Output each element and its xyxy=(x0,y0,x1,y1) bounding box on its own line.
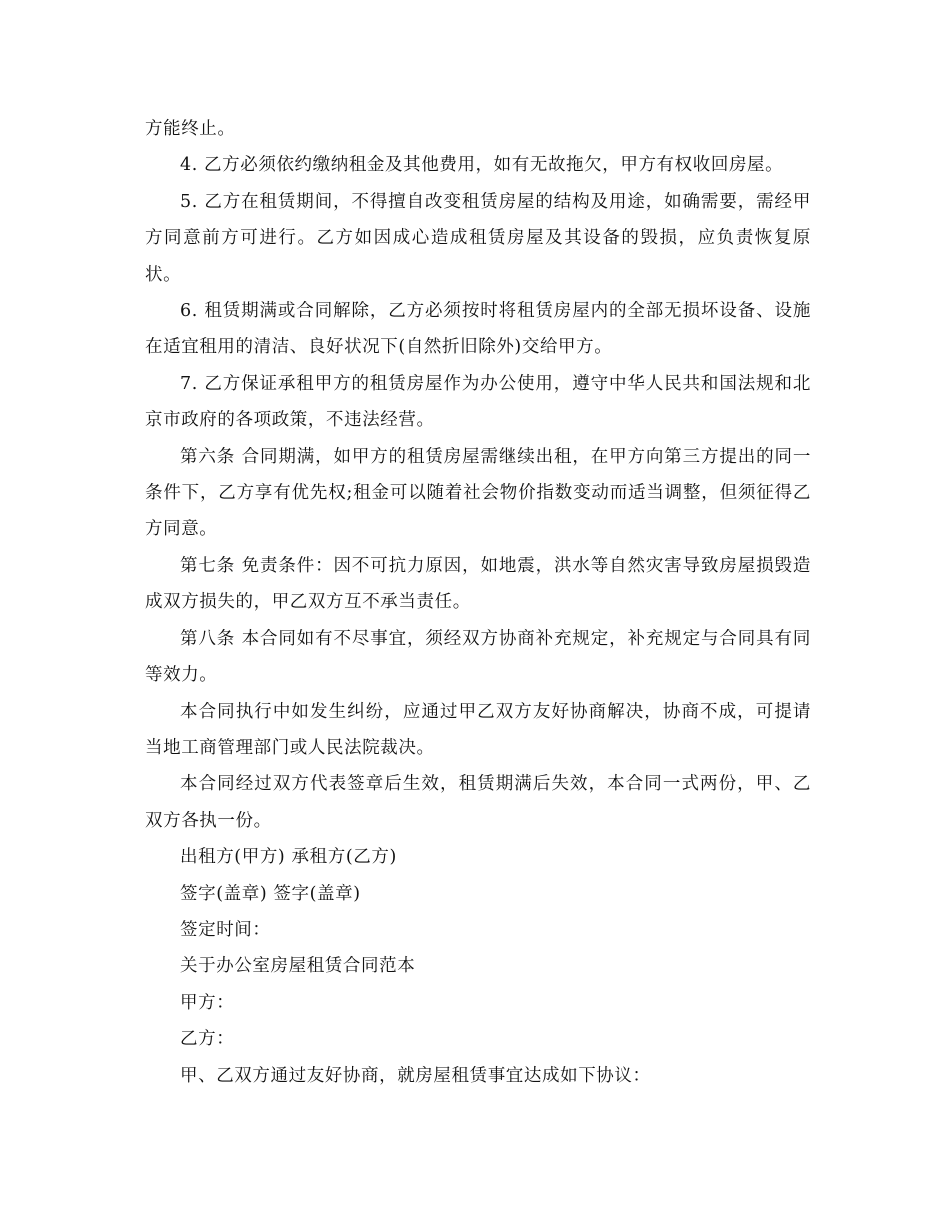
paragraph-article-7: 第七条 免责条件：因不可抗力原因，如地震，洪水等自然灾害导致房屋损毁造成双方损失的，甲乙双方互不承当责任。 xyxy=(145,555,811,613)
paragraph-continuation: 方能终止。 xyxy=(145,119,236,139)
paragraph-effective: 本合同经过双方代表签章后生效，租赁期满后失效，本合同一式两份，甲、乙双方各执一份。 xyxy=(145,774,811,831)
signing-date: 签定时间： xyxy=(180,919,271,940)
paragraph-clause-5: 5. 乙方在租赁期间，不得擅自改变租赁房屋的结构及用途，如确需要，需经甲方同意前方可进行。乙方如因成心造成租赁房屋及其设备的毁损，应负责恢复原状。 xyxy=(145,191,811,285)
signature-seal: 签字(盖章) 签字(盖章) xyxy=(180,883,361,904)
paragraph-article-8: 第八条 本合同如有不尽事宜，须经双方协商补充规定，补充规定与合同具有同等效力。 xyxy=(145,628,811,686)
paragraph-clause-7: 7. 乙方保证承租甲方的租赁房屋作为办公使用，遵守中华人民共和国法规和北京市政府的各项政策，不违法经营。 xyxy=(145,373,811,431)
paragraph-clause-4: 4. 乙方必须依约缴纳租金及其他费用，如有无故拖欠，甲方有权收回房屋。 xyxy=(180,155,784,176)
document-body xyxy=(145,111,811,1094)
party-b-label: 乙方： xyxy=(180,1029,235,1050)
paragraph-article-6: 第六条 合同期满，如甲方的租赁房屋需继续出租，在甲方向第三方提出的同一条件下，乙方享有优先权;租金可以随着社会物价指数变动而适当调整，但须征得乙方同意。 xyxy=(145,446,811,540)
party-a-label: 甲方： xyxy=(180,992,235,1013)
section-title: 关于办公室房屋租赁合同范本 xyxy=(180,956,416,977)
agreement-intro: 甲、乙双方通过友好协商，就房屋租赁事宜达成如下协议： xyxy=(180,1065,651,1086)
paragraph-dispute: 本合同执行中如发生纠纷，应通过甲乙双方友好协商解决，协商不成，可提请当地工商管理部门或人民法院裁决。 xyxy=(145,701,811,758)
paragraph-clause-6: 6. 租赁期满或合同解除，乙方必须按时将租赁房屋内的全部无损坏设备、设施在适宜租用的清洁、良好状况下(自然折旧除外)交给甲方。 xyxy=(145,301,811,358)
signature-parties: 出租方(甲方) 承租方(乙方) xyxy=(180,847,397,868)
